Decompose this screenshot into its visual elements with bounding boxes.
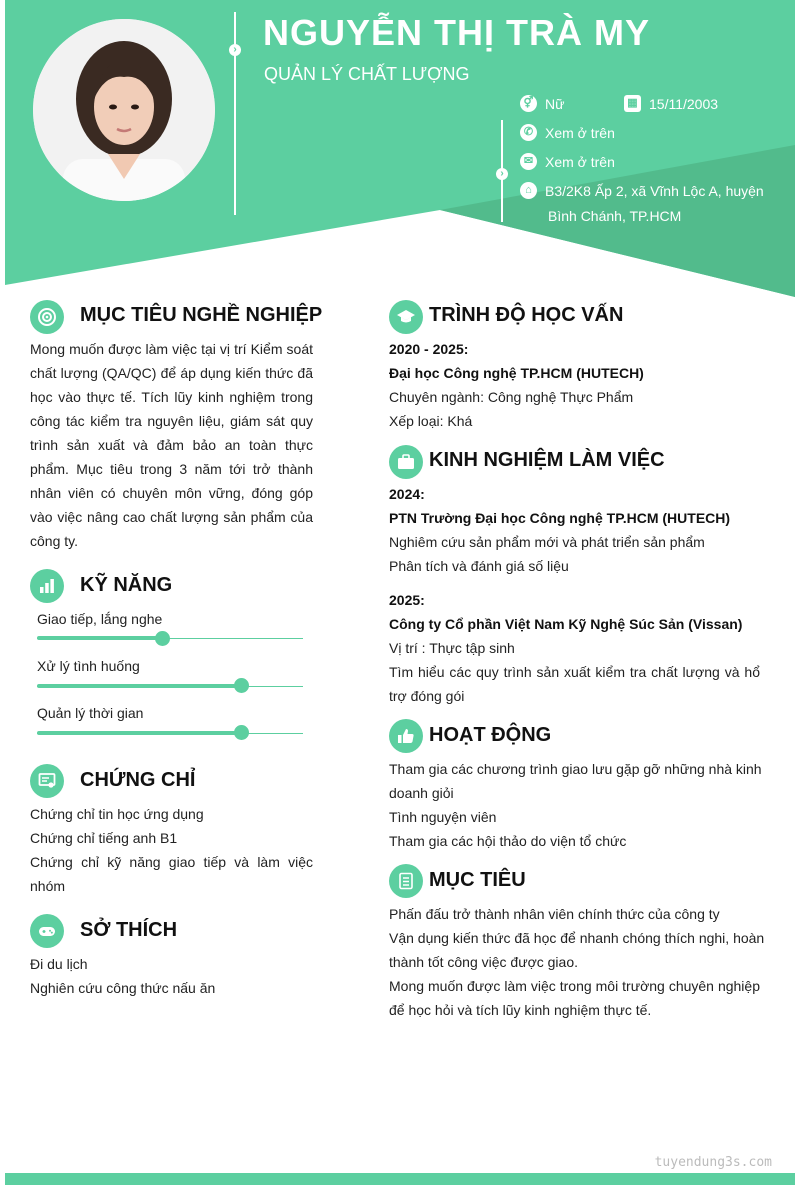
job-company: PTN Trường Đại học Công nghệ TP.HCM (HUTECH) bbox=[389, 510, 731, 526]
skill-label: Xử lý tình huống bbox=[37, 658, 140, 674]
experience-title: KINH NGHIỆM LÀM VIỆC bbox=[429, 449, 665, 471]
phone-icon: ✆ bbox=[520, 124, 537, 141]
gamepad-icon bbox=[30, 914, 64, 948]
skill-label: Quản lý thời gian bbox=[37, 705, 144, 721]
avatar bbox=[33, 19, 215, 201]
bar-chart-icon bbox=[30, 569, 64, 603]
activity-item: Tham gia các chương trình giao lưu gặp gỡ những nhà kinh bbox=[389, 761, 762, 777]
objective-line: học vào thực tế. Tích lũy kinh nghiệm trong bbox=[30, 389, 313, 405]
goal-item: Phấn đấu trở thành nhân viên chính thức của công ty bbox=[389, 906, 720, 922]
chevron-right-icon: › bbox=[496, 168, 508, 180]
target-icon bbox=[30, 300, 64, 334]
graduation-cap-icon bbox=[389, 300, 423, 334]
objective-line: vào việc nâng cao chất lượng sản phẩm của bbox=[30, 509, 313, 525]
job-year: 2025: bbox=[389, 592, 425, 608]
activities-title: HOẠT ĐỘNG bbox=[429, 724, 552, 746]
hobby-item: Đi du lịch bbox=[30, 956, 88, 972]
calendar-icon: ▦ bbox=[624, 95, 641, 112]
skill-label: Giao tiếp, lắng nghe bbox=[37, 611, 163, 627]
phone-value: Xem ở trên bbox=[545, 125, 615, 141]
gender-icon: ⚥ bbox=[520, 95, 537, 112]
goal-item: Mong muốn được làm việc trong môi trường chuyên nghiệp bbox=[389, 978, 760, 994]
home-icon: ⌂ bbox=[520, 182, 537, 199]
skill-fill bbox=[37, 684, 242, 688]
certificate-item: Chứng chỉ tin học ứng dụng bbox=[30, 806, 204, 822]
skill-fill bbox=[37, 636, 162, 640]
goal-item-cont: thành tốt công việc được giao. bbox=[389, 954, 578, 970]
candidate-name: NGUYỄN THỊ TRÀ MY bbox=[263, 12, 651, 53]
objective-line: phẩm. Mục tiêu trong 3 năm tới trở thành bbox=[30, 461, 313, 477]
header-divider-left bbox=[234, 12, 236, 215]
job-detail: Tìm hiểu các quy trình sản xuất kiểm tra chất lượng và hổ bbox=[389, 664, 760, 680]
education-school: Đại học Công nghệ TP.HCM (HUTECH) bbox=[389, 365, 644, 381]
job-year: 2024: bbox=[389, 486, 425, 502]
chevron-right-icon: › bbox=[229, 44, 241, 56]
skill-fill bbox=[37, 731, 242, 735]
candidate-role: QUẢN LÝ CHẤT LƯỢNG bbox=[264, 64, 470, 84]
goal-item: Vận dụng kiến thức đã học để nhanh chóng thích nghi, hoàn bbox=[389, 930, 765, 946]
watermark: tuyendung3s.com bbox=[654, 1155, 772, 1170]
education-rank: Xếp loại: Khá bbox=[389, 413, 473, 429]
job-company: Công ty Cổ phần Việt Nam Kỹ Nghệ Súc Sản (Vissan) bbox=[389, 616, 743, 632]
activity-item: Tình nguyện viên bbox=[389, 809, 497, 825]
activity-item: Tham gia các hội thảo do viện tổ chức bbox=[389, 833, 627, 849]
objective-line: chất lượng (QA/QC) để áp dụng kiến thức đã bbox=[30, 365, 313, 381]
hobby-item: Nghiên cứu công thức nấu ăn bbox=[30, 980, 216, 996]
skill-knob bbox=[234, 725, 249, 740]
briefcase-icon bbox=[389, 445, 423, 479]
job-detail: Nghiêm cứu sản phẩm mới và phát triển sản phẩm bbox=[389, 534, 705, 550]
certificate-icon bbox=[30, 764, 64, 798]
gender-value: Nữ bbox=[545, 96, 565, 112]
skill-knob bbox=[234, 678, 249, 693]
education-title: TRÌNH ĐỘ HỌC VẤN bbox=[429, 304, 624, 326]
activity-item-cont: doanh giỏi bbox=[389, 785, 454, 801]
certificate-item: Chứng chỉ kỹ năng giao tiếp và làm việc bbox=[30, 854, 313, 870]
birthdate-value: 15/11/2003 bbox=[649, 96, 719, 112]
job-detail: trợ đóng gói bbox=[389, 688, 465, 704]
objective-text bbox=[30, 337, 313, 553]
objective-line: nhân viên có chuyên môn vững, đóng góp bbox=[30, 485, 313, 501]
objective-line: Mong muốn được làm việc tại vị trí Kiểm soát bbox=[30, 341, 313, 357]
objective-line: trình sản xuất và đảm bảo an toàn thực bbox=[30, 437, 313, 453]
education-major: Chuyên ngành: Công nghệ Thực Phẩm bbox=[389, 389, 634, 405]
email-icon: ✉ bbox=[520, 153, 537, 170]
certificate-item: Chứng chỉ tiếng anh B1 bbox=[30, 830, 178, 846]
objective-line: công ty. bbox=[30, 533, 78, 549]
hobbies-title: SỞ THÍCH bbox=[80, 919, 178, 941]
objective-title: MỤC TIÊU NGHỀ NGHIỆP bbox=[80, 304, 323, 326]
email-value: Xem ở trên bbox=[545, 154, 615, 170]
job-detail: Vị trí : Thực tập sinh bbox=[389, 640, 515, 656]
thumbs-up-icon bbox=[389, 719, 423, 753]
skills-title: KỸ NĂNG bbox=[80, 574, 173, 596]
certificates-title: CHỨNG CHỈ bbox=[80, 769, 196, 791]
checklist-icon bbox=[389, 864, 423, 898]
goals-title: MỤC TIÊU bbox=[429, 869, 526, 891]
footer-bar bbox=[5, 1173, 795, 1185]
skill-knob bbox=[155, 631, 170, 646]
goal-item-cont: để học hỏi và tích lũy kinh nghiệm thực tế. bbox=[389, 1002, 652, 1018]
certificate-item-cont: nhóm bbox=[30, 878, 66, 894]
objective-line: công tác kiểm tra nguyên liệu, giám sát quy bbox=[30, 413, 313, 429]
education-period: 2020 - 2025: bbox=[389, 341, 469, 357]
job-detail: Phân tích và đánh giá số liệu bbox=[389, 558, 569, 574]
address-line-2: Bình Chánh, TP.HCM bbox=[548, 208, 682, 224]
address-line-1: B3/2K8 Ấp 2, xã Vĩnh Lộc A, huyện bbox=[545, 183, 764, 199]
